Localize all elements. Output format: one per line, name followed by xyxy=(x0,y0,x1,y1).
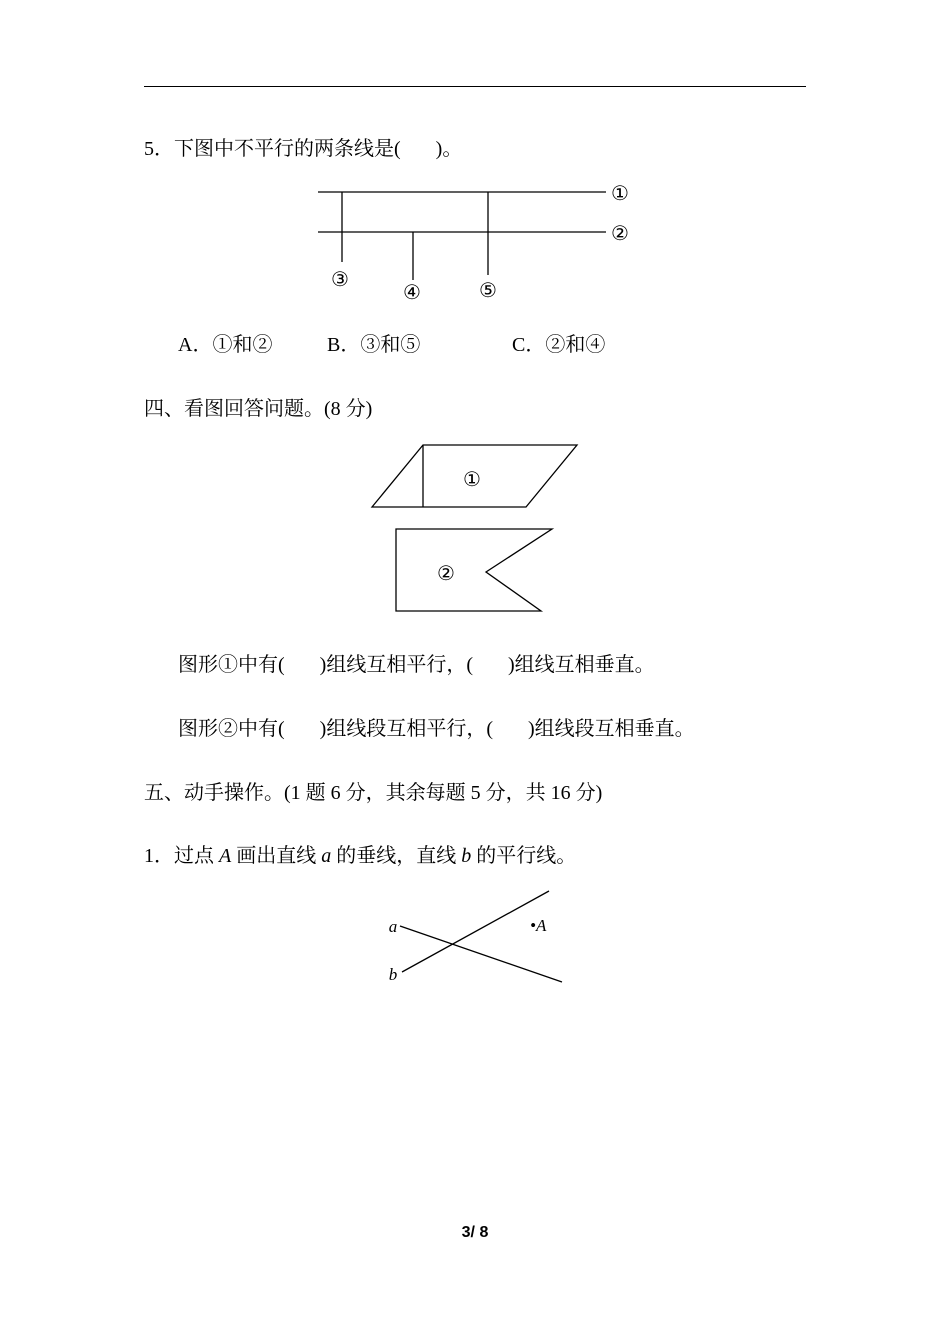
section4-figure xyxy=(360,436,600,616)
page-number: 3/ 8 xyxy=(461,1224,489,1241)
label-5: ⑤ xyxy=(479,280,497,302)
label-b: b xyxy=(388,965,398,984)
shape2-flag xyxy=(396,529,552,611)
q5-question: 5．下图中不平行的两条线是( )。 xyxy=(144,138,463,160)
section5-q1: 1．过点 A 画出直线 a 的垂线，直线 b 的平行线。 xyxy=(144,845,577,867)
label-1: ① xyxy=(611,183,629,205)
section5-figure xyxy=(380,884,580,994)
label-a: a xyxy=(388,917,398,936)
label-2: ② xyxy=(611,223,629,245)
section4-line2: 图形②中有( )组线段互相平行，( )组线段互相垂直。 xyxy=(178,718,695,740)
option-a: A．①和② xyxy=(178,334,273,356)
q5-figure xyxy=(300,176,660,306)
line-b xyxy=(402,891,549,972)
shape1-label: ① xyxy=(463,469,481,491)
shape2-label: ② xyxy=(437,563,455,585)
header-rule xyxy=(144,86,806,87)
section4-title: 四、看图回答问题。(8 分) xyxy=(144,398,373,420)
label-4: ④ xyxy=(403,282,421,304)
label-3: ③ xyxy=(331,269,349,291)
section5-title: 五、动手操作。(1 题 6 分，其余每题 5 分，共 16 分) xyxy=(144,782,603,804)
option-b: B．③和⑤ xyxy=(327,334,421,356)
section4-line1: 图形①中有( )组线互相平行，( )组线互相垂直。 xyxy=(178,654,655,676)
option-c: C．②和④ xyxy=(512,334,606,356)
point-A: •A xyxy=(530,916,547,935)
